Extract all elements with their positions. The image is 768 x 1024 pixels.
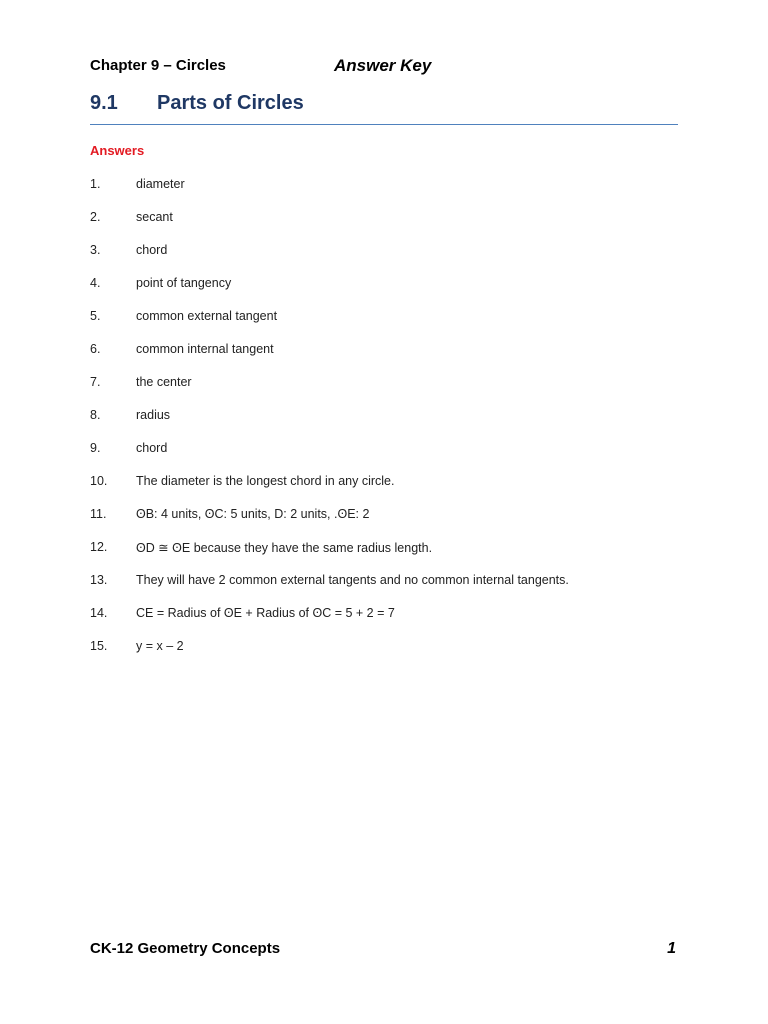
answer-item <box>90 406 678 439</box>
answer-text: The diameter is the longest chord in any circle. <box>136 474 395 488</box>
answer-item <box>90 241 678 274</box>
answer-item <box>90 307 678 340</box>
answer-number: 2. <box>90 210 101 224</box>
answer-text: CE = Radius of ʘE + Radius of ʘC = 5 + 2 = 7 <box>136 606 395 620</box>
answer-item <box>90 274 678 307</box>
answer-key-label: Answer Key <box>334 56 432 75</box>
answer-text: ʘD ≅ ʘE because they have the same radius length. <box>136 541 433 555</box>
answer-text: ʘB: 4 units, ʘC: 5 units, D: 2 units, .ʘE: 2 <box>136 507 370 521</box>
answer-text: the center <box>136 375 192 389</box>
answer-item <box>90 472 678 505</box>
page-header <box>90 56 678 78</box>
answer-number: 13. <box>90 573 108 587</box>
answer-number: 14. <box>90 606 108 620</box>
answer-text: common internal tangent <box>136 342 274 356</box>
answer-number: 1. <box>90 177 101 191</box>
answer-text: chord <box>136 243 168 257</box>
page-footer <box>90 940 678 962</box>
answer-number: 10. <box>90 474 108 488</box>
answer-item <box>90 571 678 604</box>
answer-text: point of tangency <box>136 276 232 290</box>
answer-text: diameter <box>136 177 185 191</box>
answers-heading: Answers <box>90 143 145 158</box>
chapter-title: Chapter 9 – Circles <box>90 57 226 74</box>
answer-number: 12. <box>90 540 108 554</box>
answer-item <box>90 604 678 637</box>
answer-item <box>90 637 678 670</box>
answer-number: 7. <box>90 375 101 389</box>
answer-text: They will have 2 common external tangents and no common internal tangents. <box>136 573 569 587</box>
answer-item <box>90 208 678 241</box>
page-number: 1 <box>667 940 676 957</box>
footer-title: CK-12 Geometry Concepts <box>90 940 281 957</box>
answer-number: 6. <box>90 342 101 356</box>
answer-number: 8. <box>90 408 101 422</box>
answer-number: 15. <box>90 639 108 653</box>
answer-item <box>90 175 678 208</box>
answer-text: radius <box>136 408 171 422</box>
answer-list <box>90 175 678 670</box>
answer-item <box>90 373 678 406</box>
section-number: 9.1 <box>90 92 118 114</box>
answer-number: 11. <box>90 507 107 521</box>
answer-number: 4. <box>90 276 101 290</box>
answer-item <box>90 538 678 571</box>
answer-text: common external tangent <box>136 309 278 323</box>
answer-text: secant <box>136 210 173 224</box>
section-heading <box>90 90 678 125</box>
answer-text: y = x – 2 <box>136 639 184 653</box>
answer-number: 3. <box>90 243 101 257</box>
answer-text: chord <box>136 441 168 455</box>
section-title: Parts of Circles <box>157 92 304 114</box>
answer-number: 9. <box>90 441 101 455</box>
answer-item <box>90 505 678 538</box>
answer-item <box>90 340 678 373</box>
answer-item <box>90 439 678 472</box>
answer-number: 5. <box>90 309 101 323</box>
